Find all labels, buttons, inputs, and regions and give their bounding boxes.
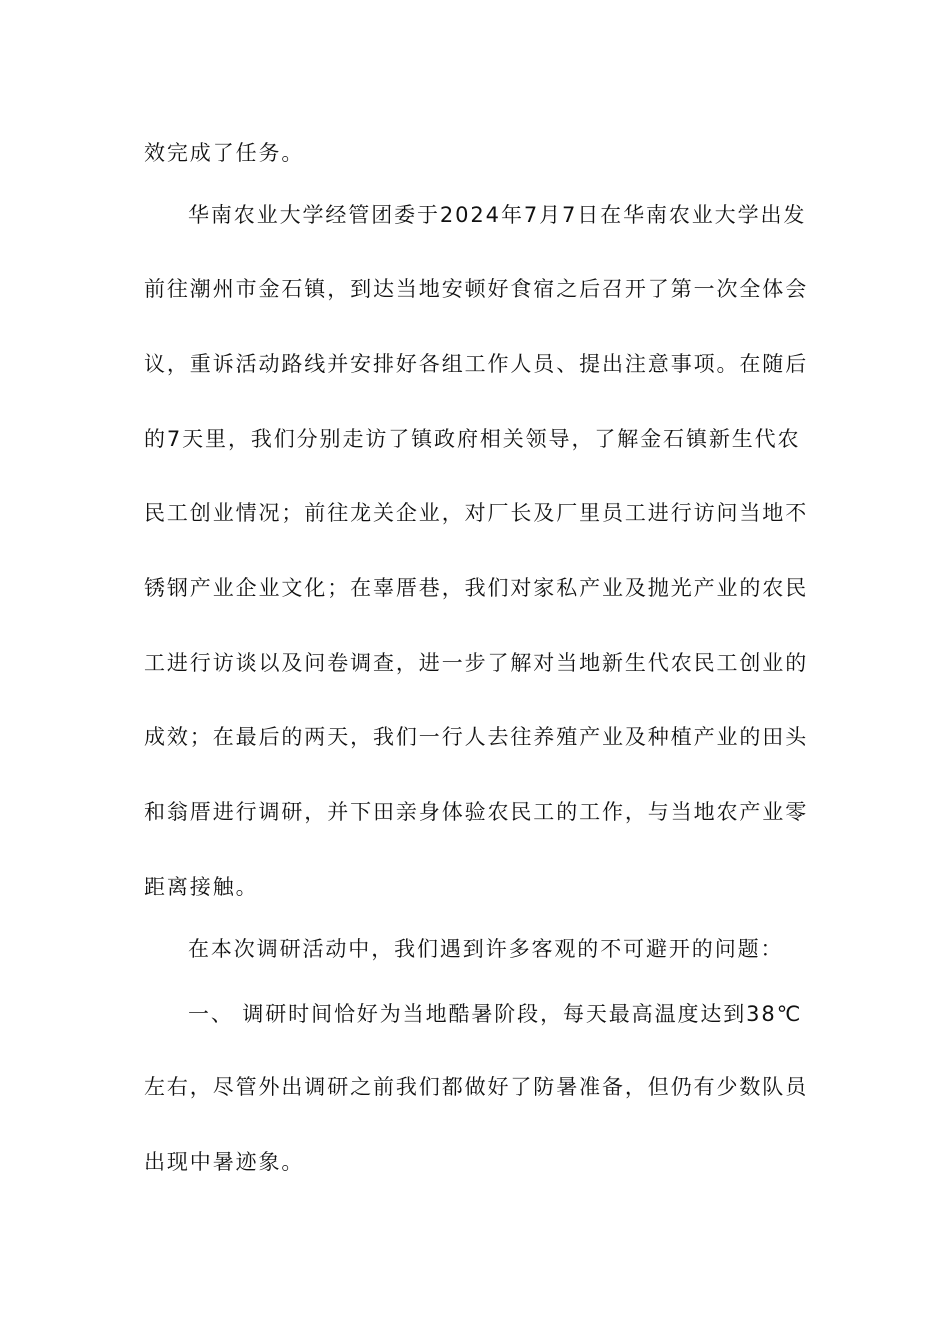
paragraph-line: 左右，尽管外出调研之前我们都做好了防暑准备，但仍有少数队员 (144, 1075, 809, 1099)
paragraph-line: 民工创业情况；前往龙关企业，对厂长及厂里员工进行访问当地不 (144, 501, 809, 525)
paragraph-line: 成效；在最后的两天，我们一行人去往养殖产业及种植产业的田头 (144, 725, 809, 749)
paragraph-line: 和翁厝进行调研，并下田亲身体验农民工的工作，与当地农产业零 (144, 800, 809, 824)
paragraph-line: 华南农业大学经管团委于2024年7月7日在华南农业大学出发 (188, 203, 807, 227)
paragraph-line: 议，重诉活动路线并安排好各组工作人员、提出注意事项。在随后 (144, 352, 809, 376)
paragraph-line: 锈钢产业企业文化；在辜厝巷，我们对家私产业及抛光产业的农民 (144, 576, 809, 600)
paragraph-line: 出现中暑迹象。 (144, 1150, 305, 1174)
paragraph-line: 前往潮州市金石镇，到达当地安顿好食宿之后召开了第一次全体会 (144, 277, 809, 301)
paragraph-line: 工进行访谈以及问卷调查，进一步了解对当地新生代农民工创业的 (144, 651, 809, 675)
paragraph-line: 在本次调研活动中，我们遇到许多客观的不可避开的问题： (188, 937, 784, 961)
list-item-line: 一、 调研时间恰好为当地酷暑阶段，每天最高温度达到38℃ (188, 1002, 803, 1026)
paragraph-line: 的7天里，我们分别走访了镇政府相关领导，了解金石镇新生代农 (144, 427, 801, 451)
paragraph-line: 效完成了任务。 (144, 141, 305, 165)
paragraph-line: 距离接触。 (144, 875, 259, 899)
